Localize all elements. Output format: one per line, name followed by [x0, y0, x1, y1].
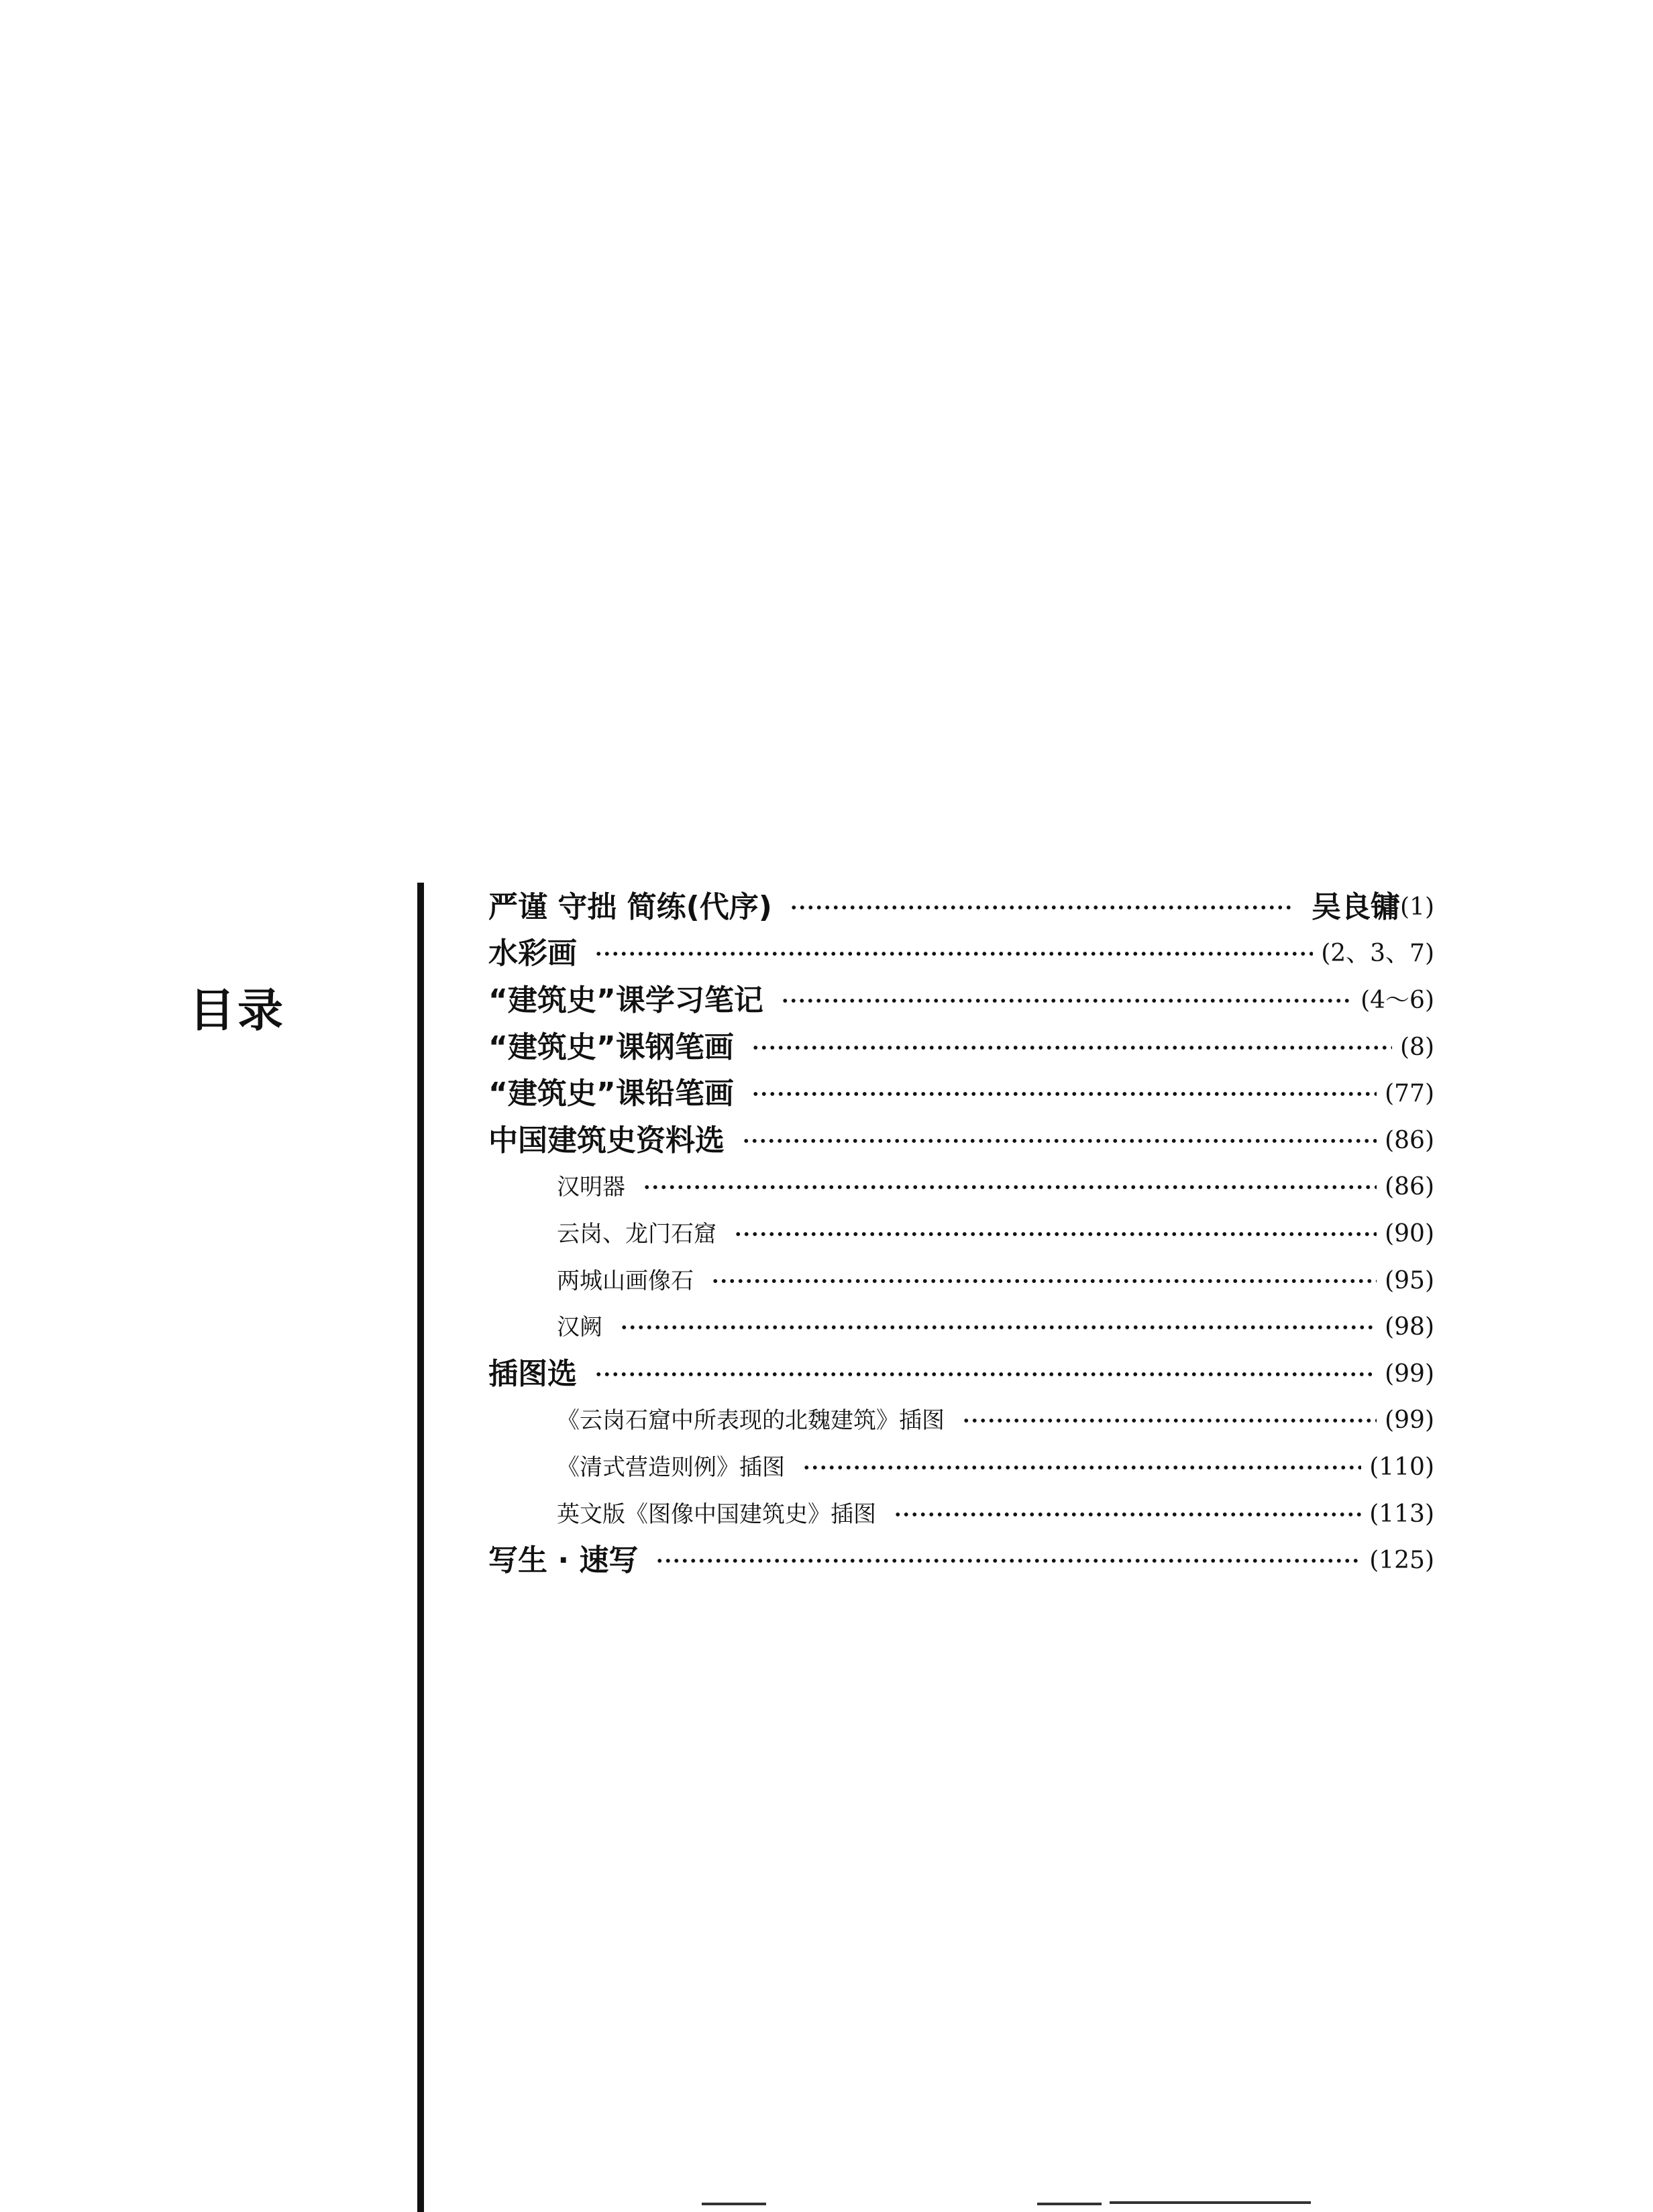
toc-entry-watercolor[interactable]: [488, 931, 1434, 978]
dot-leader: [894, 1510, 1361, 1518]
toc-entry-page: (86): [1385, 1173, 1434, 1201]
dot-leader: [594, 950, 1313, 958]
toc-subentry-han-que[interactable]: [488, 1304, 1434, 1351]
toc-entry-title: 插图选: [488, 1356, 577, 1391]
toc-entry-illustrations[interactable]: [488, 1351, 1434, 1398]
dot-leader: [962, 1417, 1377, 1425]
toc-entry-page: (125): [1369, 1547, 1434, 1575]
toc-subentry-han-mingqi[interactable]: [488, 1164, 1434, 1211]
toc-entry-title: 写生 · 速写: [488, 1543, 639, 1578]
toc-entry-title: “建筑史”课钢笔画: [488, 1030, 734, 1064]
toc-entry-title: 汉阙: [557, 1314, 602, 1341]
toc-entry-page: (113): [1369, 1500, 1434, 1528]
table-of-contents: [488, 884, 1434, 1584]
scan-artifact: [702, 2203, 766, 2205]
page-title: 目录: [189, 985, 286, 1038]
toc-entry-study-notes[interactable]: [488, 977, 1434, 1024]
toc-subentry-yungang-illustrations[interactable]: [488, 1398, 1434, 1445]
toc-subentry-pictorial-history-illustrations[interactable]: [488, 1491, 1434, 1538]
toc-entry-page: (90): [1385, 1219, 1434, 1248]
toc-entry-page: (86): [1385, 1126, 1434, 1154]
dot-leader: [751, 1044, 1392, 1052]
toc-entry-page: (8): [1400, 1033, 1434, 1061]
toc-entry-page: (99): [1385, 1360, 1434, 1388]
toc-entry-title: “建筑史”课学习笔记: [488, 983, 763, 1017]
toc-entry-pencil-drawings[interactable]: [488, 1070, 1434, 1117]
scan-artifact: [1037, 2203, 1102, 2205]
toc-entry-author: 吴良镛: [1312, 889, 1400, 924]
dot-leader: [655, 1557, 1361, 1565]
toc-subentry-stone-reliefs[interactable]: [488, 1258, 1434, 1305]
toc-entry-title: “建筑史”课铅笔画: [488, 1076, 734, 1111]
dot-leader: [802, 1463, 1361, 1472]
toc-entry-page: (4～6): [1361, 986, 1434, 1014]
toc-entry-title: 《清式营造则例》插图: [557, 1453, 785, 1481]
toc-entry-sketches[interactable]: [488, 1537, 1434, 1584]
toc-entry-page: (99): [1385, 1406, 1434, 1435]
dot-leader: [751, 1090, 1377, 1098]
toc-entry-title: 汉明器: [557, 1174, 625, 1201]
toc-entry-title: 英文版《图像中国建筑史》插图: [557, 1500, 876, 1528]
toc-subentry-qing-rules-illustrations[interactable]: [488, 1444, 1434, 1491]
toc-entry-page: (95): [1385, 1266, 1434, 1294]
toc-entry-title: 云岗、龙门石窟: [557, 1220, 716, 1248]
toc-entry-page: (2、3、7): [1321, 940, 1434, 968]
toc-entry-title: 《云岗石窟中所表现的北魏建筑》插图: [557, 1407, 945, 1435]
toc-entry-title: 严谨 守拙 简练(代序): [488, 889, 772, 924]
dot-leader: [781, 997, 1352, 1005]
vertical-divider: [417, 883, 424, 2212]
toc-entry-title: 中国建筑史资料选: [488, 1123, 725, 1158]
dot-leader: [620, 1323, 1377, 1331]
scan-artifact: [1110, 2201, 1311, 2204]
dot-leader: [742, 1137, 1377, 1145]
dot-leader: [643, 1183, 1377, 1191]
dot-leader: [734, 1230, 1377, 1238]
toc-entry-page: (1): [1400, 893, 1434, 921]
toc-entry-page: (98): [1385, 1313, 1434, 1341]
toc-entry-title: 水彩画: [488, 936, 577, 971]
toc-entry-title: 两城山画像石: [557, 1267, 694, 1294]
toc-entry-page: (77): [1385, 1080, 1434, 1108]
toc-entry-page: (110): [1369, 1453, 1434, 1481]
toc-entry-pen-drawings[interactable]: [488, 1024, 1434, 1071]
toc-entry-preface[interactable]: [488, 884, 1434, 931]
dot-leader: [790, 903, 1294, 911]
dot-leader: [711, 1277, 1377, 1285]
toc-entry-history-materials[interactable]: [488, 1117, 1434, 1164]
dot-leader: [594, 1370, 1377, 1378]
toc-subentry-grottoes[interactable]: [488, 1211, 1434, 1258]
